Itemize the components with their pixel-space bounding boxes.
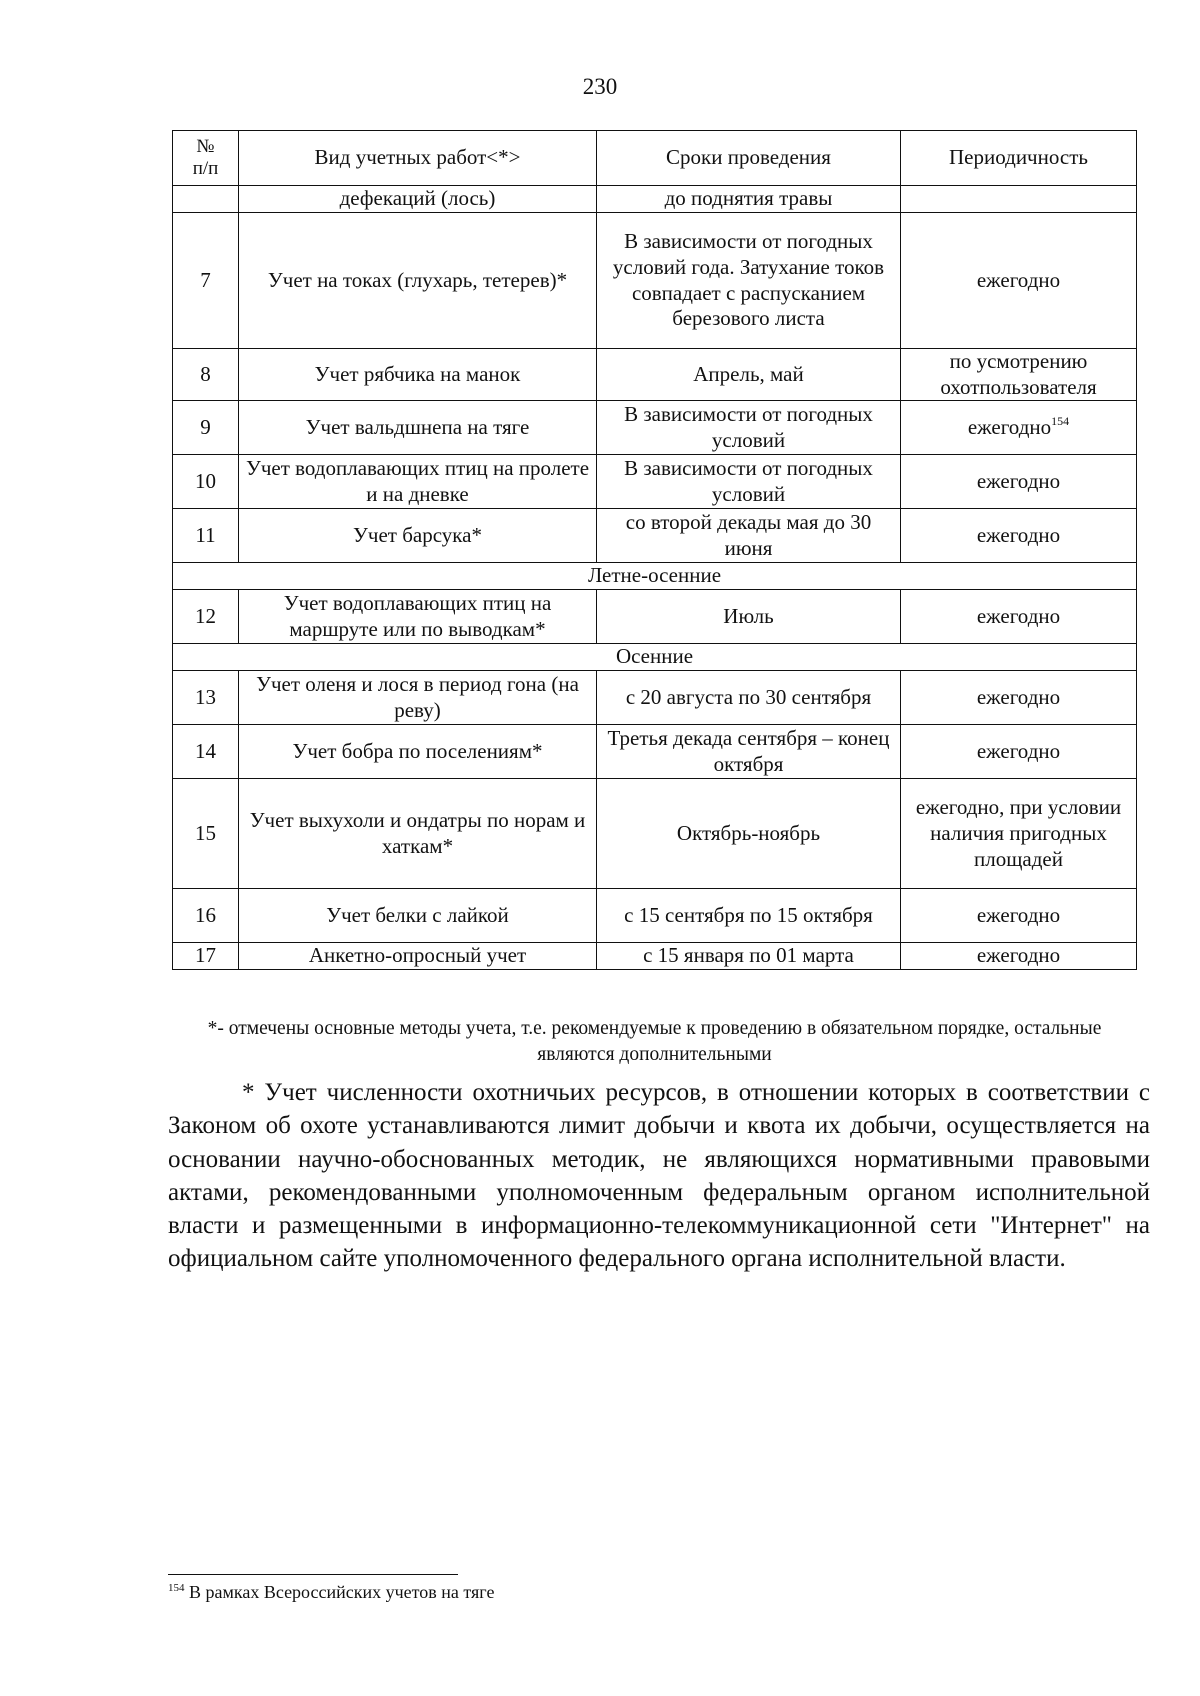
cell-periodicity [901, 889, 1137, 943]
cell-periodicity [901, 943, 1137, 970]
cell-type-text: Учет барсука* [353, 522, 482, 547]
cell-type [239, 509, 597, 563]
cell-terms [597, 889, 901, 943]
cell-num-text: 14 [195, 738, 216, 763]
cell-num [173, 213, 239, 349]
cell-num [173, 590, 239, 644]
cell-periodicity-text: ежегодно [976, 603, 1061, 628]
cell-terms [597, 671, 901, 725]
cell-periodicity [901, 349, 1137, 401]
cell-type [239, 590, 597, 644]
cell-num-text: 9 [200, 414, 211, 439]
survey-table [172, 130, 1137, 970]
cell-periodicity [901, 725, 1137, 779]
cell-terms-text: с 15 января по 01 марта [643, 943, 854, 968]
cell-num-text: 12 [195, 603, 216, 628]
cell-type [239, 213, 597, 349]
cell-terms-text: с 20 августа по 30 сентября [625, 684, 872, 709]
footnote-text: В рамках Всероссийских учетов на тяге [189, 1582, 495, 1602]
header-num-abbr: п/п [192, 158, 219, 179]
cell-num-text: 13 [195, 684, 216, 709]
cell-num [173, 509, 239, 563]
cell-type-text: Учет водоплавающих птиц на маршруте или по выводкам* [283, 591, 552, 641]
cell-periodicity-text: ежегодно [976, 943, 1061, 968]
cell-num [173, 943, 239, 970]
table-row [173, 401, 1137, 455]
cell-type-text: Анкетно-опросный учет [308, 943, 527, 968]
cell-terms [597, 725, 901, 779]
cell-type-text: Учет рябчика на манок [314, 361, 521, 386]
section-autumn-row [173, 644, 1137, 671]
cell-num [173, 671, 239, 725]
cell-terms [597, 401, 901, 455]
cell-periodicity-text: ежегодно [976, 267, 1061, 292]
header-type: Вид учетных работ<*> [239, 131, 597, 186]
cell-type [239, 455, 597, 509]
table-row [173, 590, 1137, 644]
cell-terms [597, 213, 901, 349]
cell-type [239, 779, 597, 889]
cell-periodicity-text: ежегодно [976, 902, 1061, 927]
cell-num-text: 16 [195, 902, 216, 927]
cell-type-text: Учет белки с лайкой [326, 902, 509, 927]
cell-periodicity [901, 455, 1137, 509]
table-row [173, 889, 1137, 943]
cell-type-text: Учет бобра по поселениям* [292, 738, 543, 763]
cell-num-text: 8 [200, 361, 211, 386]
footnote-divider [168, 1574, 458, 1575]
cell-periodicity [901, 590, 1137, 644]
header-periodicity: Периодичность [901, 131, 1137, 186]
carryover-row [173, 186, 1137, 213]
cell-periodicity-text: по усмотрению охотпользователя [940, 349, 1097, 399]
cell-num-text: 10 [195, 468, 216, 493]
table-row [173, 509, 1137, 563]
cell-num [173, 455, 239, 509]
cell-terms [597, 455, 901, 509]
cell-terms [597, 509, 901, 563]
table-row [173, 455, 1137, 509]
cell-num [173, 889, 239, 943]
cell-num [173, 401, 239, 455]
cell-num-text: 7 [200, 267, 211, 292]
footnote [168, 1582, 494, 1603]
cell-terms [597, 349, 901, 401]
carryover-periodicity [901, 186, 1137, 213]
cell-type-text: Учет оленя и лося в период гона (на реву) [256, 672, 579, 722]
table-note: *- отмечены основные методы учета, т.е. рекомендуемые к проведению в обязательном порядке, остальные являются дополнительными [207, 1018, 1102, 1065]
cell-type [239, 349, 597, 401]
cell-periodicity-text: ежегодно [976, 684, 1061, 709]
header-num-symbol: № [196, 136, 215, 158]
cell-periodicity-text: ежегодно [976, 738, 1061, 763]
cell-type-text: Учет на токах (глухарь, тетерев)* [267, 267, 568, 292]
cell-type [239, 725, 597, 779]
cell-terms [597, 779, 901, 889]
table-row [173, 213, 1137, 349]
cell-num-text: 15 [195, 820, 216, 845]
cell-type [239, 943, 597, 970]
table-row [173, 943, 1137, 970]
body-paragraph: * Учет численности охотничьих ресурсов, в отношении которых в соответствии с Законом об охоте устанавливаются лимит добычи и квота их добычи, осуществляется на основании научно-обоснованных методик, не являющихся нормативными правовыми актами, рекомендованными уполномоченным федеральным органом исполнительной власти и размещенными в информационно-телекоммуникационной сети "Интернет" на официальном сайте уполномоченного федерального органа исполнительной власти. [168, 1079, 1150, 1273]
cell-periodicity [901, 509, 1137, 563]
footnote-ref: 154 [1051, 413, 1070, 428]
cell-type-text: Учет выхухоли и ондатры по норам и хаткам* [249, 808, 586, 858]
cell-periodicity-text: ежегодно, при условии наличия пригодных площадей [915, 795, 1122, 871]
cell-periodicity [901, 671, 1137, 725]
cell-type [239, 671, 597, 725]
cell-periodicity [901, 213, 1137, 349]
cell-num [173, 349, 239, 401]
carryover-terms: до поднятия травы [597, 186, 901, 213]
cell-periodicity-text: ежегодно [976, 468, 1061, 493]
section-summer-autumn: Летне-осенние [173, 563, 1137, 590]
header-terms: Сроки проведения [597, 131, 901, 186]
cell-terms-text: со второй декады мая до 30 июня [625, 510, 872, 560]
header-num [173, 131, 239, 186]
cell-type [239, 889, 597, 943]
cell-terms-text: Октябрь-ноябрь [676, 820, 821, 845]
cell-terms-text: Июль [723, 603, 774, 628]
cell-terms-text: В зависимости от погодных условий [624, 456, 873, 506]
carryover-num [173, 186, 239, 213]
table-row [173, 671, 1137, 725]
cell-terms [597, 590, 901, 644]
footnote-mark: 154 [168, 1582, 185, 1594]
table-row [173, 725, 1137, 779]
cell-num [173, 779, 239, 889]
cell-terms-text: Третья декада сентября – конец октября [607, 726, 890, 776]
carryover-type: дефекаций (лось) [239, 186, 597, 213]
table-header-row [173, 131, 1137, 186]
cell-periodicity [901, 779, 1137, 889]
table-row [173, 779, 1137, 889]
cell-periodicity-text: ежегодно [967, 414, 1052, 439]
cell-num [173, 725, 239, 779]
cell-terms-text: В зависимости от погодных условий [624, 402, 873, 452]
cell-type-text: Учет вальдшнепа на тяге [305, 414, 530, 439]
cell-terms-text: В зависимости от погодных условий года. Затухание токов совпадает с распусканием березового листа [612, 229, 885, 331]
cell-type [239, 401, 597, 455]
cell-terms-text: Апрель, май [693, 361, 804, 386]
page-number: 230 [582, 74, 618, 99]
cell-terms [597, 943, 901, 970]
section-autumn: Осенние [173, 644, 1137, 671]
section-summer-autumn-row [173, 563, 1137, 590]
cell-num-text: 17 [195, 943, 216, 968]
cell-periodicity [901, 401, 1137, 455]
cell-num-text: 11 [195, 522, 216, 547]
cell-periodicity-text: ежегодно [976, 522, 1061, 547]
cell-type-text: Учет водоплавающих птиц на пролете и на дневке [245, 456, 590, 506]
cell-terms-text: с 15 сентября по 15 октября [624, 902, 873, 927]
table-row [173, 349, 1137, 401]
